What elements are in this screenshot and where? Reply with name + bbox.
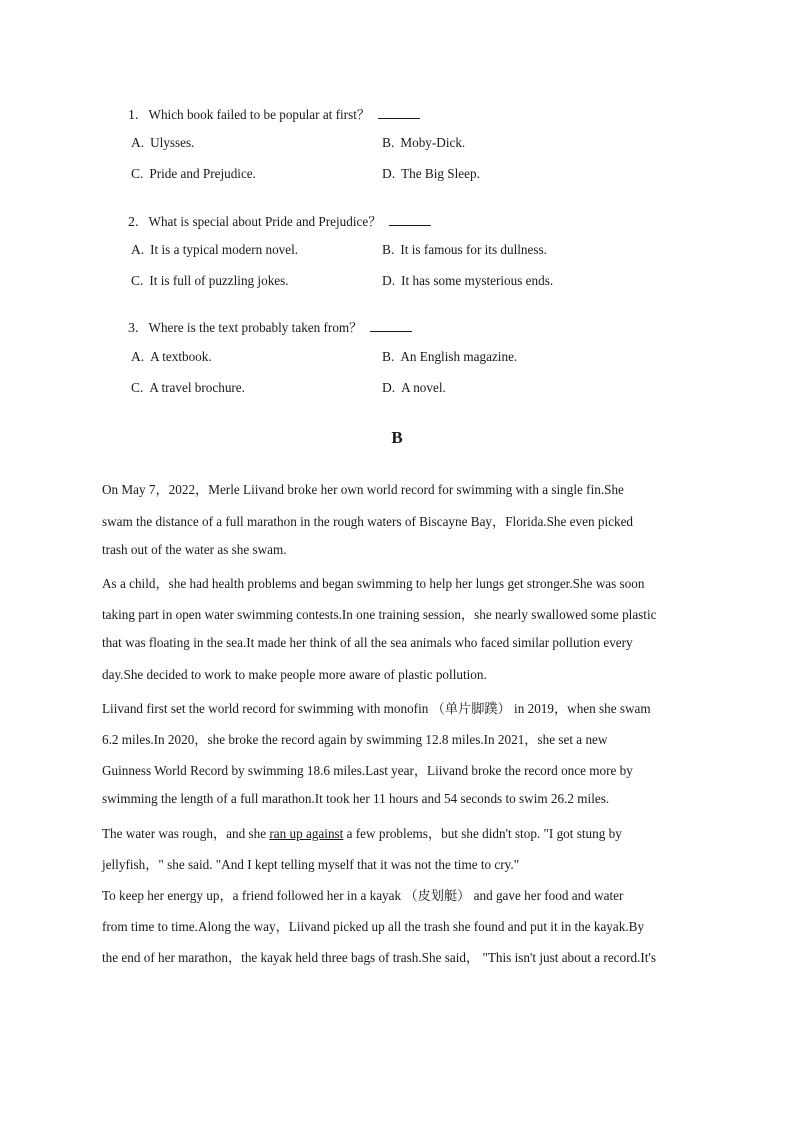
passage-line: [102, 823, 622, 842]
option-text: It is a typical modern novel.: [150, 242, 299, 257]
option-3b[interactable]: [382, 349, 517, 365]
passage-line: swam the distance of a full marathon in the rough waters of Biscayne Bay，Florida.She even picked: [102, 514, 634, 529]
option-text: A travel brochure.: [149, 380, 245, 395]
passage-line: As a child，she had health problems and began swimming to help her lungs get stronger.She was soon: [102, 576, 645, 591]
underlined-phrase: ran up against: [269, 826, 344, 841]
passage-line: On May 7，2022，Merle Liivand broke her own world record for swimming with a single fin.She: [102, 482, 624, 497]
passage-line: trash out of the water as she swam.: [102, 542, 287, 557]
option-letter: A.: [131, 135, 145, 150]
question-2: [128, 211, 431, 231]
option-1b[interactable]: [382, 135, 465, 151]
passage-text: The water was rough，and she: [102, 826, 270, 841]
passage-text: a few problems，but she didn't stop. "I got stung by: [343, 826, 622, 841]
option-letter: B.: [382, 349, 395, 364]
option-1d[interactable]: [382, 166, 480, 182]
option-1c[interactable]: [131, 166, 256, 182]
question-number: 2.: [128, 215, 139, 230]
option-text: An English magazine.: [400, 349, 518, 364]
passage-line: from time to time.Along the way，Liivand picked up all the trash she found and put it in the kayak.By: [102, 919, 645, 934]
question-text: Which book failed to be popular at first？: [148, 107, 371, 122]
question-1: [128, 104, 420, 124]
option-letter: B.: [382, 242, 395, 257]
option-2c[interactable]: [131, 273, 289, 289]
question-number: 3.: [128, 321, 139, 336]
option-text: A novel.: [401, 380, 446, 395]
question-3: [128, 317, 412, 337]
option-text: The Big Sleep.: [401, 166, 480, 181]
question-text: What is special about Pride and Prejudice？: [148, 214, 382, 229]
option-letter: D.: [382, 166, 396, 181]
option-letter: A.: [131, 349, 145, 364]
option-text: Moby-Dick.: [400, 135, 466, 150]
option-letter: B.: [382, 135, 395, 150]
section-title: B: [391, 428, 403, 447]
passage-line: the end of her marathon，the kayak held three bags of trash.She said， "This isn't just about a record.It's: [102, 950, 656, 965]
option-3a[interactable]: [131, 349, 212, 365]
passage-line: jellyfish，" she said. "And I kept telling myself that it was not the time to cry.": [102, 857, 520, 872]
passage-line: To keep her energy up，a friend followed her in a kayak （皮划艇） and gave her food and water: [102, 888, 624, 903]
option-text: A textbook.: [150, 349, 212, 364]
option-1a[interactable]: [131, 135, 194, 151]
passage-line: Liivand first set the world record for swimming with monofin （单片脚蹼） in 2019，when she swam: [102, 701, 651, 716]
passage-line: that was floating in the sea.It made her think of all the sea animals who faced similar pollution every: [102, 635, 633, 650]
option-text: Pride and Prejudice.: [149, 166, 256, 181]
option-2b[interactable]: [382, 242, 547, 258]
option-letter: C.: [131, 273, 144, 288]
answer-blank[interactable]: [370, 319, 412, 332]
option-3c[interactable]: [131, 380, 245, 396]
passage-line: swimming the length of a full marathon.It took her 11 hours and 54 seconds to swim 26.2 miles.: [102, 791, 610, 806]
option-text: Ulysses.: [150, 135, 195, 150]
option-letter: A.: [131, 242, 145, 257]
passage-line: Guinness World Record by swimming 18.6 miles.Last year，Liivand broke the record once more by: [102, 763, 633, 778]
option-letter: D.: [382, 380, 396, 395]
option-2a[interactable]: [131, 242, 298, 258]
passage-line: 6.2 miles.In 2020，she broke the record again by swimming 12.8 miles.In 2021，she set a new: [102, 732, 608, 747]
question-number: 1.: [128, 108, 139, 123]
option-text: It is famous for its dullness.: [400, 242, 547, 257]
answer-blank[interactable]: [378, 106, 420, 119]
option-letter: C.: [131, 166, 144, 181]
option-letter: D.: [382, 273, 396, 288]
option-text: It has some mysterious ends.: [401, 273, 554, 288]
option-2d[interactable]: [382, 273, 553, 289]
passage-line: taking part in open water swimming contests.In one training session，she nearly swallowed some plastic: [102, 607, 657, 622]
passage-line: day.She decided to work to make people more aware of plastic pollution.: [102, 667, 487, 682]
answer-blank[interactable]: [389, 213, 431, 226]
question-text: Where is the text probably taken from？: [148, 320, 363, 335]
option-letter: C.: [131, 380, 144, 395]
option-3d[interactable]: [382, 380, 446, 396]
option-text: It is full of puzzling jokes.: [149, 273, 289, 288]
